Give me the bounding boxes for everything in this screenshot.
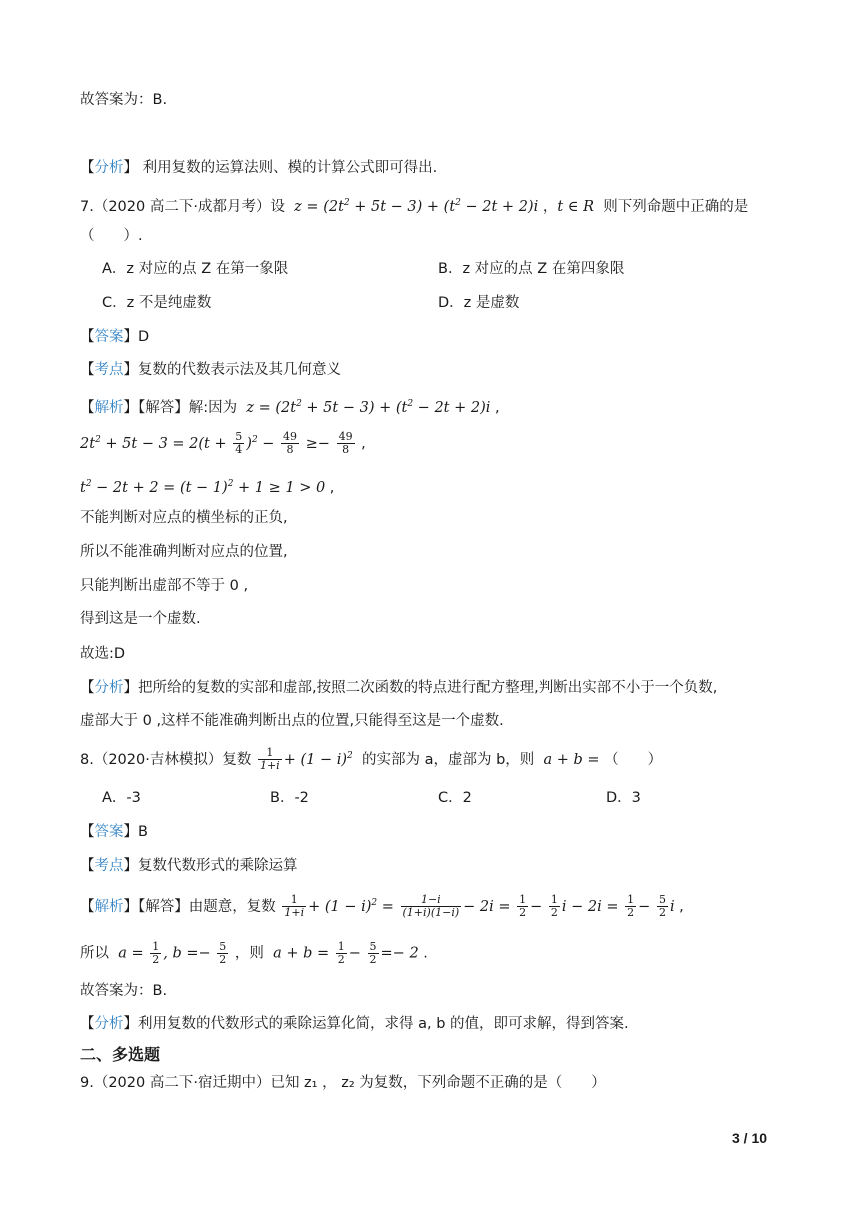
page-number: 3 / 10 [732,1130,768,1146]
q7-source: 7.（2020 高二下·成都月考）设 [80,198,285,215]
q8-option-d[interactable]: D．3 [606,790,641,806]
q7-formula: $z = (2t^2 + 5t - 3) + (t^2 - 2t + 2)i$ [289,198,539,215]
q7-step-7: 故选:D [80,646,126,662]
q7-option-b[interactable]: B．z 对应的点 Z 在第四象限 [438,261,625,277]
q7-step-2: $t^2 - 2t + 2 = (t - 1)^2 + 1 \ge 1 > 0$ , [80,479,335,496]
q7-option-d[interactable]: D．z 是虚数 [438,295,520,311]
analysis-tag: 【分析】 [80,160,138,176]
q7-condition: t ∈ R [557,198,595,215]
question-7: 7.（2020 高二下·成都月考）设 $z = (2t^2 + 5t - 3) + (t^2 - 2t + 2)i$ ，t ∈ R 则下列命题中正确的是 [80,198,749,215]
q7-step-3: 不能判断对应点的横坐标的正负, [80,510,288,526]
q7-step-6: 得到这是一个虚数. [80,611,201,627]
q7-tail: 则下列命题中正确的是 [603,198,749,215]
q7-answer: 【答案】D [80,329,150,345]
q8-analysis: 【分析】利用复数的代数形式的乘除运算化简，求得 a, b 的值，即可求解，得到答案. [80,1016,629,1032]
q8-solution-head: 【解析】【解答】由题意，复数 $\frac{1}{1+i}$ + $(1 - i)^2$ = $\frac{1-i}{(1+i)(1-i)}$ − 2i = $\frac{1}{2}$ − $\frac{1}{2}$ i − 2i = $\frac{1}{2}$ − $\frac{5}{2}$ i , [80,893,684,920]
q7-analysis-1: 【分析】把所给的复数的实部和虚部,按照二次函数的特点进行配方整理,判断出实部不小于一个负数, [80,680,718,696]
q7-option-c[interactable]: C．z 不是纯虚数 [102,295,212,311]
analysis-line [80,158,437,178]
answer-line: 故答案为：B. [80,92,168,108]
q8-answer: 【答案】B [80,824,148,840]
analysis-text: 利用复数的运算法则、模的计算公式即可得出. [142,160,438,176]
question-8: 8.（2020·吉林模拟）复数 $\frac{1}{1+i}$ + $(1 - i)^2$ 的实部为 a，虚部为 b，则 a + b = （ ） [80,746,663,773]
q7-step-1: $2t^2 + 5t - 3 = 2(t$ + $\frac{5}{4}$ )$^2$ − $\frac{49}{8}$ ≥− $\frac{49}{8}$ , [80,430,366,457]
q7-keypoint: 【考点】复数的代数表示法及其几何意义 [80,362,341,378]
q8-option-c[interactable]: C．2 [438,790,472,806]
q7-step-4: 所以不能准确判断对应点的位置, [80,544,288,560]
q8-step-1: 所以 a = $\frac{1}{2}$ , b =− $\frac{5}{2}$ ，则 a + b = $\frac{1}{2}$ − $\frac{5}{2}$ =− 2 . [80,940,428,966]
q8-option-a[interactable]: A．-3 [102,790,141,806]
section-title: 二、多选题 [80,1045,161,1064]
q8-step-2: 故答案为：B. [80,983,168,999]
q8-option-b[interactable]: B．-2 [270,790,309,806]
q7-option-a[interactable]: A．z 对应的点 Z 在第一象限 [102,261,289,277]
q7-paren: （ ）. [80,228,143,244]
q7-analysis-2: 虚部大于 0 ,这样不能准确判断出点的位置,只能得至这是一个虚数. [80,713,504,729]
q7-step-5: 只能判断出虚部不等于 0 , [80,578,249,594]
q7-solution-head: 【解析】【解答】解:因为 $z = (2t^2 + 5t - 3) + (t^2 - 2t + 2)i$ , [80,399,500,416]
q8-keypoint: 【考点】复数代数形式的乘除运算 [80,858,298,874]
question-9: 9.（2020 高二下·宿迁期中）已知 z₁ ， z₂ 为复数，下列命题不正确的是（ ） [80,1075,606,1091]
